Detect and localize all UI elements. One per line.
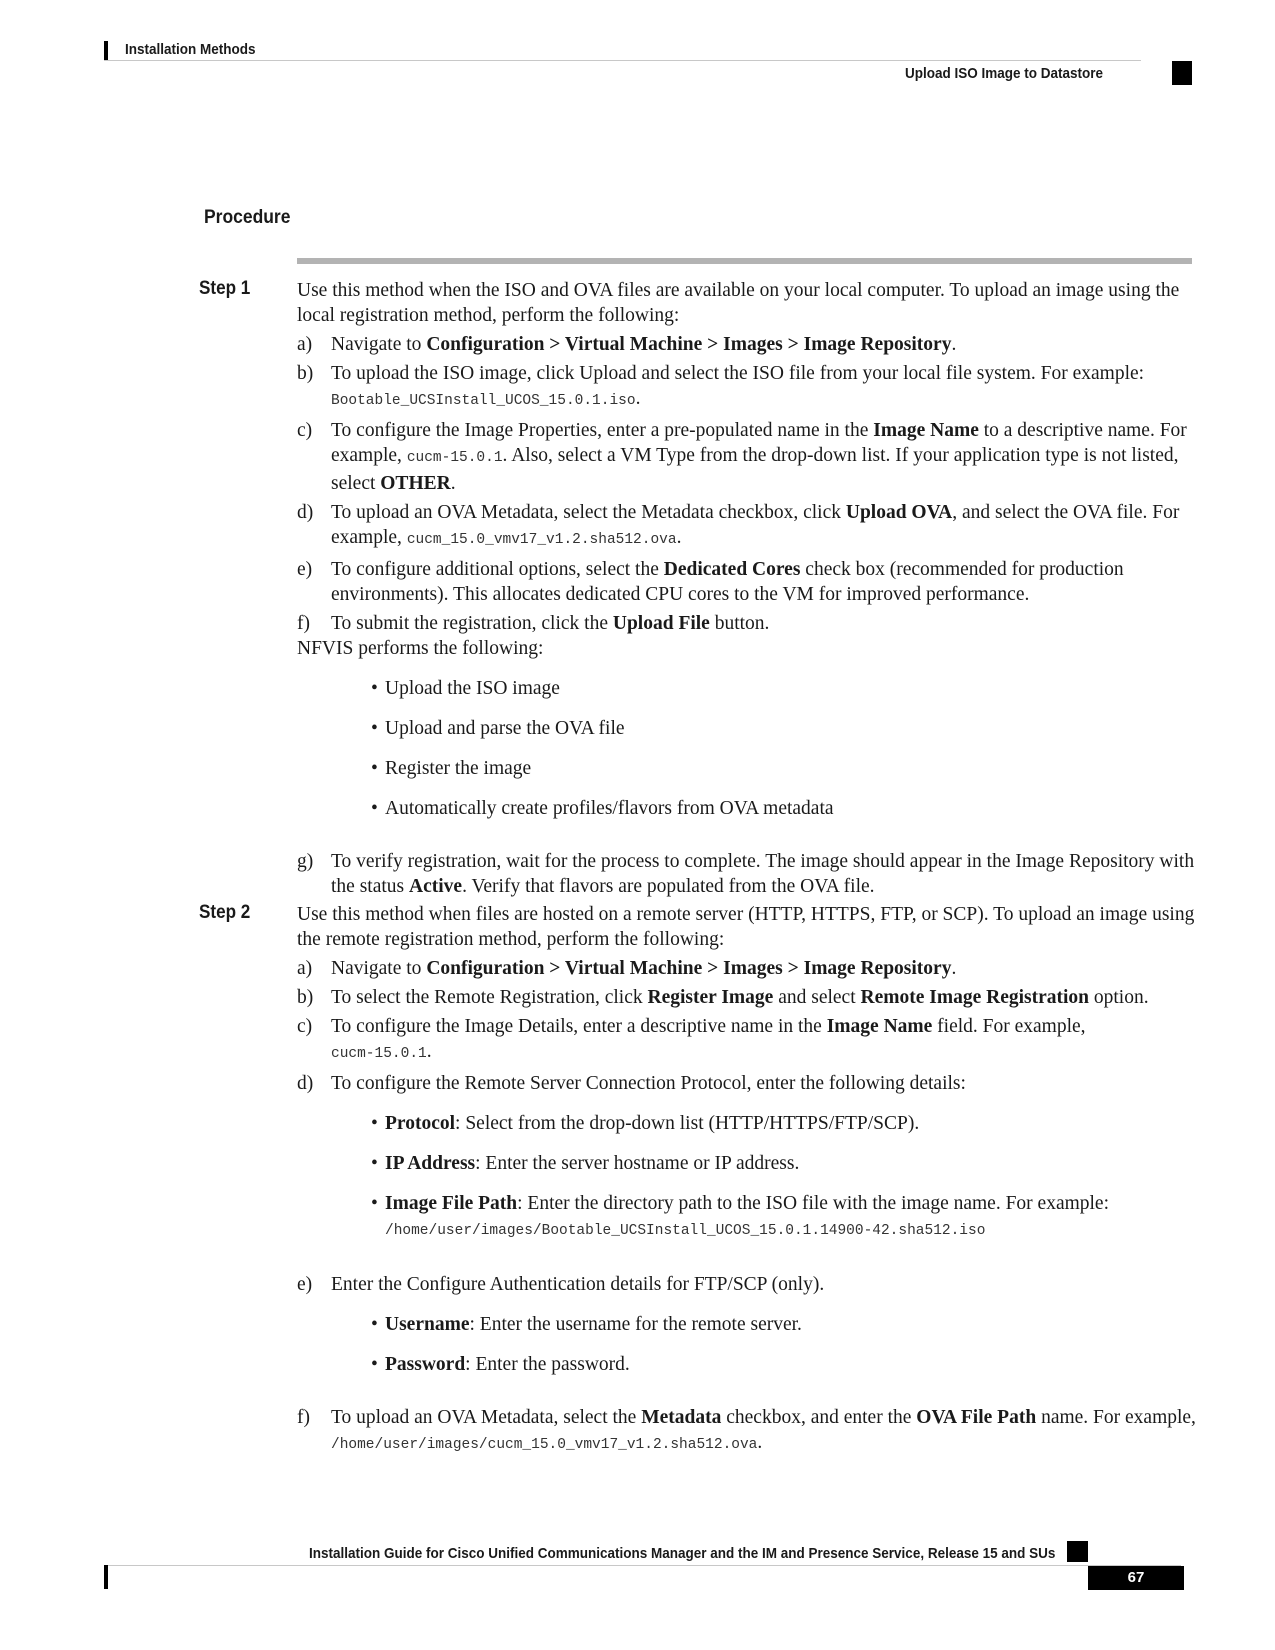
- nfvis-note: NFVIS performs the following:: [297, 638, 544, 659]
- footer-block: [1067, 1541, 1088, 1562]
- footer-rule: [104, 1565, 1181, 1566]
- footer-guide-title: Installation Guide for Cisco Unified Communications Manager and the IM and Presence Service, Release 15 and SUs: [308, 1545, 1055, 1562]
- step-2-a: a) Navigate to Configuration > Virtual Machine > Images > Image Repository.: [297, 958, 957, 979]
- header-section-title: Upload ISO Image to Datastore: [904, 65, 1103, 82]
- list-item: • Upload the ISO image: [371, 678, 560, 699]
- list-item: • Password: Enter the password.: [371, 1354, 630, 1375]
- image-file-path-example: /home/user/images/Bootable_UCSInstall_UCOS_15.0.1.14900-42.sha512.iso: [385, 1223, 986, 1239]
- step-1-c: c) To configure the Image Properties, enter a pre-populated name in the Image Name to a descriptive name. For example, cucm-15.0.1. Also, select a VM Type from the drop-down list. If your application type is not listed, select OTHER.: [297, 420, 1187, 494]
- step-2-label: Step 2: [199, 902, 251, 923]
- image-name-example: cucm-15.0.1: [406, 450, 503, 466]
- list-item: • Upload and parse the OVA file: [371, 718, 625, 739]
- procedure-title: Procedure: [204, 207, 291, 228]
- step-1-content: [297, 278, 1197, 899]
- ova-file-path-example: /home/user/images/cucm_15.0_vmv17_v1.2.sha512.ova: [331, 1437, 758, 1453]
- step-1-e: e) To configure additional options, select the Dedicated Cores check box (recommended for production environments). This allocates dedicated CPU cores to the VM for improved performance.: [297, 559, 1124, 605]
- header-left-bar: [104, 41, 108, 60]
- list-item: • Automatically create profiles/flavors from OVA metadata: [371, 798, 834, 819]
- iso-filename: Bootable_UCSInstall_UCOS_15.0.1.iso: [331, 393, 636, 409]
- step-1-f: f) To submit the registration, click the Upload File button.: [297, 613, 770, 634]
- footer-left-bar: [104, 1565, 108, 1589]
- header-chapter-title: Installation Methods: [125, 41, 256, 58]
- list-item: • IP Address: Enter the server hostname or IP address.: [371, 1153, 800, 1174]
- list-item: • Protocol: Select from the drop-down list (HTTP/HTTPS/FTP/SCP).: [371, 1113, 920, 1134]
- step-1-b: b) To upload the ISO image, click Upload and select the ISO file from your local file system. For example: Bootable_UCSInstall_UCOS_15.0.1.iso.: [297, 363, 1145, 409]
- menu-path: Configuration > Virtual Machine > Images > Image Repository: [426, 334, 952, 355]
- list-item: • Username: Enter the username for the remote server.: [371, 1314, 802, 1335]
- list-item: • Image File Path: Enter the directory path to the ISO file with the image name. For example: /home/user/images/Bootable_UCSInstall_UCOS_15.0.1.14900-42.sha512.iso: [371, 1193, 1110, 1239]
- step-2-e: e) Enter the Configure Authentication details for FTP/SCP (only).: [297, 1274, 825, 1295]
- procedure-rule: [297, 258, 1192, 264]
- step-1-label: Step 1: [199, 278, 251, 299]
- step-2-c: c) To configure the Image Details, enter a descriptive name in the Image Name field. For example, cucm-15.0.1.: [297, 1016, 1086, 1062]
- menu-path: Configuration > Virtual Machine > Images > Image Repository: [426, 958, 952, 979]
- step-1-a: a) Navigate to Configuration > Virtual Machine > Images > Image Repository.: [297, 334, 957, 355]
- list-item: • Register the image: [371, 758, 532, 779]
- step-1-intro: Use this method when the ISO and OVA files are available on your local computer. To upload an image using the local registration method, perform the following:: [297, 280, 1180, 326]
- step-1-d: d) To upload an OVA Metadata, select the Metadata checkbox, click Upload OVA, and select the OVA file. For example, cucm_15.0_vmv17_v1.2.sha512.ova.: [297, 502, 1180, 548]
- step-2-content: [297, 902, 1197, 1458]
- header-rule: [104, 60, 1141, 61]
- image-name-example: cucm-15.0.1: [331, 1046, 427, 1062]
- step-2-d: d) To configure the Remote Server Connection Protocol, enter the following details:: [297, 1073, 966, 1094]
- page-number: 67: [1088, 1566, 1184, 1590]
- step-2-b: b) To select the Remote Registration, click Register Image and select Remote Image Registration option.: [297, 987, 1149, 1008]
- step-2-f: f) To upload an OVA Metadata, select the Metadata checkbox, and enter the OVA File Path name. For example, /home/user/images/cucm_15.0_vmv17_v1.2.sha512.ova.: [297, 1407, 1196, 1453]
- header-right-block: [1172, 61, 1192, 85]
- step-1-g: g) To verify registration, wait for the process to complete. The image should appear in the Image Repository with the status Active. Verify that flavors are populated from the OVA file.: [297, 851, 1195, 897]
- step-2-intro: Use this method when files are hosted on a remote server (HTTP, HTTPS, FTP, or SCP). To upload an image using the remote registration method, perform the following:: [297, 904, 1195, 950]
- ova-filename: cucm_15.0_vmv17_v1.2.sha512.ova: [406, 532, 677, 548]
